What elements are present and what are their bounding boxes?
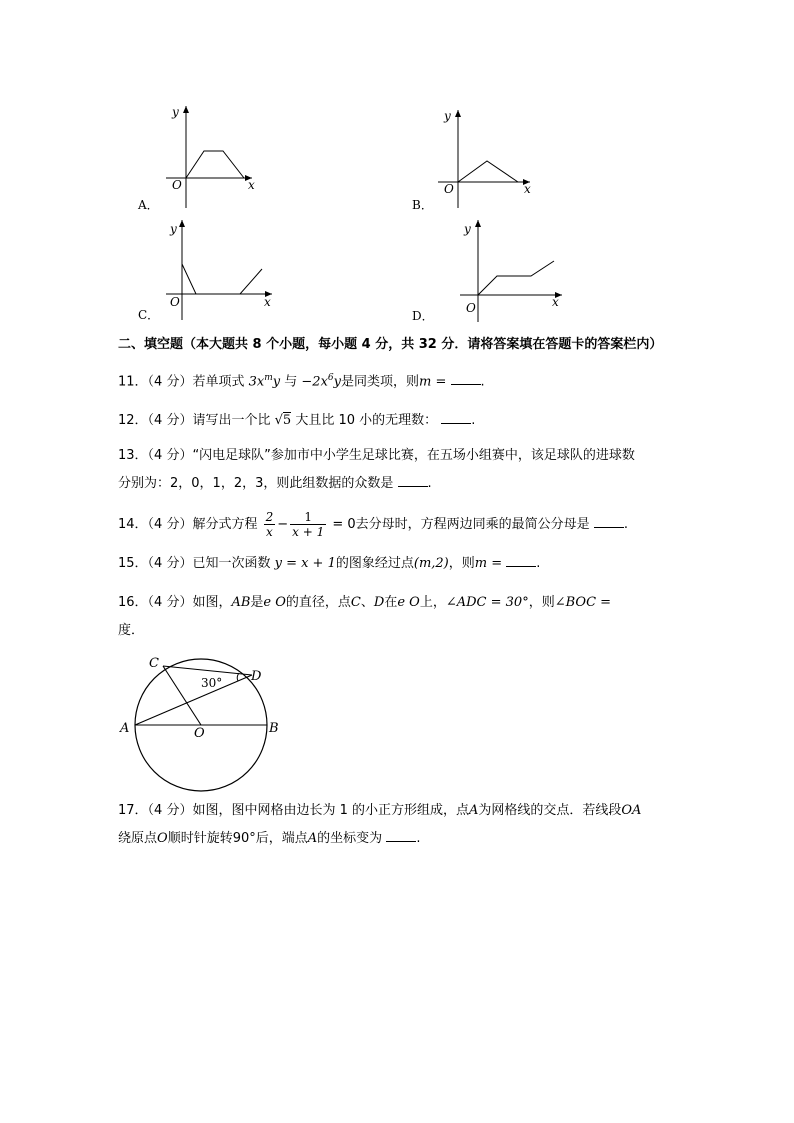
svg-text:O: O [466, 301, 476, 315]
label-d: D [251, 669, 262, 684]
svg-text:O: O [444, 182, 454, 196]
question-12: 12．（4 分）请写出一个比 √5 大且比 10 小的无理数： . [118, 413, 476, 428]
graph-c [138, 220, 272, 322]
svg-text:x: x [524, 182, 531, 196]
answer-blank[interactable] [451, 372, 481, 385]
svg-text:O: O [170, 295, 180, 309]
graph-b [412, 109, 531, 212]
question-11: 11．（4 分）若单项式 $3x^my$ 与 $-2x^6y$是同类项，则m = . [118, 373, 485, 390]
option-graphs [0, 0, 794, 330]
label-c: C [149, 656, 159, 671]
svg-text:D．: D． [412, 309, 434, 323]
label-b: B [269, 721, 279, 736]
svg-text:y: y [444, 109, 451, 123]
answer-blank[interactable] [441, 411, 471, 424]
label-o: O [194, 726, 205, 741]
svg-text:y: y [464, 222, 471, 236]
axis-x-label: x [248, 178, 255, 192]
label-a: A [120, 721, 130, 736]
answer-blank[interactable] [506, 554, 536, 567]
section-heading: 二、填空题（本大题共 8 个小题，每小题 4 分，共 32 分．请将答案填在答题卡的答案栏内） [118, 337, 663, 352]
origin-label: O [172, 178, 182, 192]
answer-blank[interactable] [386, 829, 416, 842]
answer-blank[interactable] [594, 515, 624, 528]
svg-text:x: x [264, 295, 271, 309]
svg-text:C．: C． [138, 308, 160, 322]
question-17: 17．（4 分）如图，图中网格由边长为 1 的小正方形组成，点A为网格线的交点．若线段OA 绕原点O顺时针旋转90°后，端点A的坐标变为 . [118, 803, 642, 846]
question-13: 13．（4 分）“闪电足球队”参加市中小学生足球比赛，在五场小组赛中，该足球队的进球数 分别为：2，0，1，2，3，则此组数据的众数是 . [118, 448, 635, 491]
svg-text:x: x [552, 295, 559, 309]
question-15: 15．（4 分）已知一次函数 y = x + 1的图象经过点(m,2)，则m = . [118, 556, 541, 571]
question-14: 14．（4 分）解分式方程 $\frac{2}{x}$ − $\frac{1}{x + 1}$ = 0去分母时，方程两边同乘的最简公分母是 . [118, 510, 628, 539]
axis-y-label: y [172, 105, 179, 119]
question-16: 16．（4 分）如图，AB是e O的直径，点C、D在e O上，∠ADC = 30°，则∠BOC = 度． [118, 595, 612, 638]
graph-d [412, 220, 562, 323]
option-letter: A． [138, 198, 159, 212]
svg-text:B．: B． [412, 198, 433, 212]
answer-blank[interactable] [398, 474, 428, 487]
angle-label: 30° [201, 676, 223, 690]
graph-a [137, 105, 255, 212]
circle-figure [115, 650, 295, 815]
svg-text:y: y [170, 222, 177, 236]
